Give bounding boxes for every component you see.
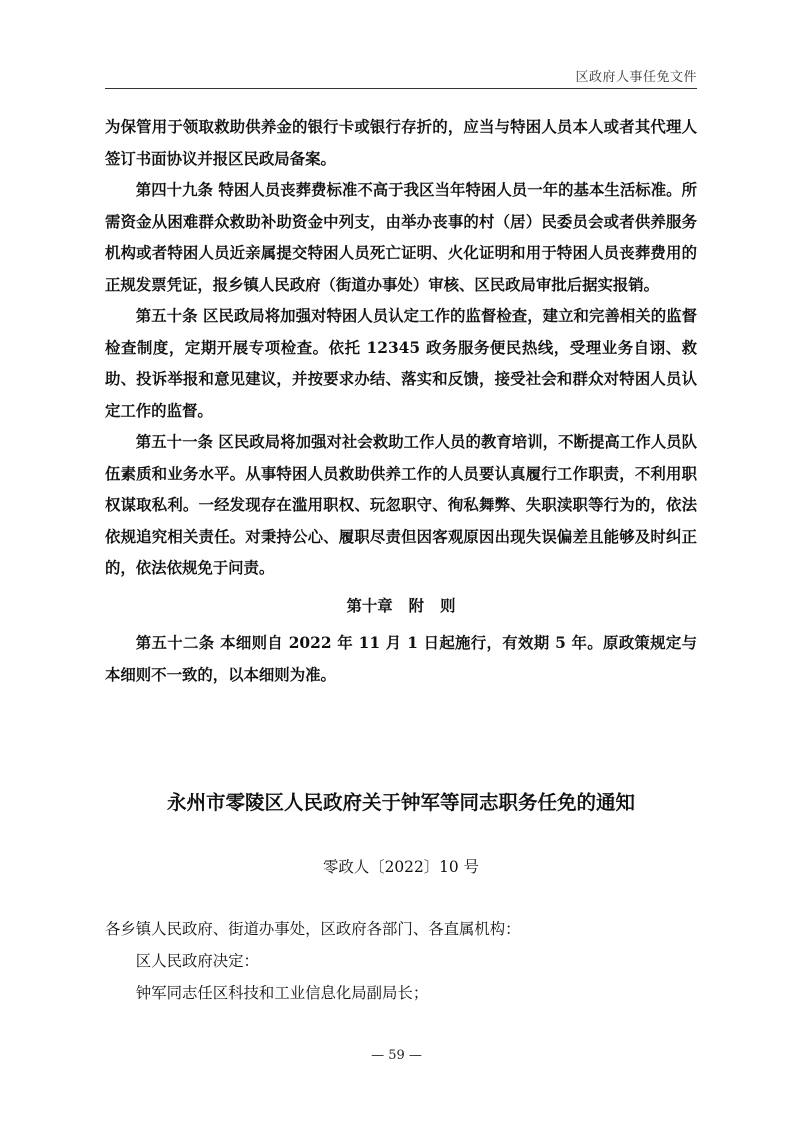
notice-decision: 区人民政府决定：: [135, 952, 259, 970]
header-title: 区政府人事任免文件: [575, 70, 697, 85]
page-header: [105, 62, 697, 89]
chapter-heading: [105, 591, 697, 623]
article-49: 第四十九条 特困人员丧葬费标准不高于我区当年特困人员一年的基本生活标准。所需资金从困难群众救助补助资金中列支，由举办丧事的村（居）民委员会或者供养服务机构或者特困人员近亲属提交特困人员死亡证明、火化证明和用于特困人员丧葬费用的正规发票凭证，报乡镇人民政府（街道办事处）审核、区民政局审批后据实报销。: [105, 181, 697, 294]
regulation-text: [105, 112, 697, 691]
chapter-heading-text: 第十章 附 则: [346, 596, 456, 615]
notice-title: 永州市零陵区人民政府关于钟军等同志职务任免的通知: [166, 791, 635, 814]
page-number: — 59 —: [371, 1048, 422, 1063]
article-52: 第五十二条 本细则自 2022 年 11 月 1 日起施行，有效期 5 年。原政策规定与本细则不一致的，以本细则为准。: [105, 634, 697, 684]
notice-salutation: 各乡镇人民政府、街道办事处，区政府各部门、各直属机构：: [105, 920, 521, 938]
paragraph-continuation: 为保管用于领取救助供养金的银行卡或银行存折的，应当与特困人员本人或者其代理人签订书面协议并报区民政局备案。: [105, 118, 697, 168]
article-50: 第五十条 区民政局将加强对特困人员认定工作的监督检查，建立和完善相关的监督检查制度，定期开展专项检查。依托 12345 政务服务便民热线，受理业务自诩、救助、投诉举报和意见建议，并按要求办结、落实和反馈，接受社会和群众对特困人员认定工作的监督。: [105, 307, 697, 420]
document-number: 零政人〔2022〕10 号: [323, 858, 479, 876]
notice-body: [105, 913, 697, 1009]
notice-item: 钟军同志任区科技和工业信息化局副局长；: [135, 984, 429, 1002]
article-51: 第五十一条 区民政局将加强对社会救助工作人员的教育培训，不断提高工作人员队伍素质和业务水平。从事特困人员救助供养工作的人员要认真履行工作职责，不利用职权谋取私利。一经发现存在滥用职权、玩忽职守、徇私舞弊、失职渎职等行为的，依法依规追究相关责任。对秉持公心、履职尽责但因客观原因出现失误偏差且能够及时纠正的，依法依规免于问责。: [105, 433, 697, 577]
